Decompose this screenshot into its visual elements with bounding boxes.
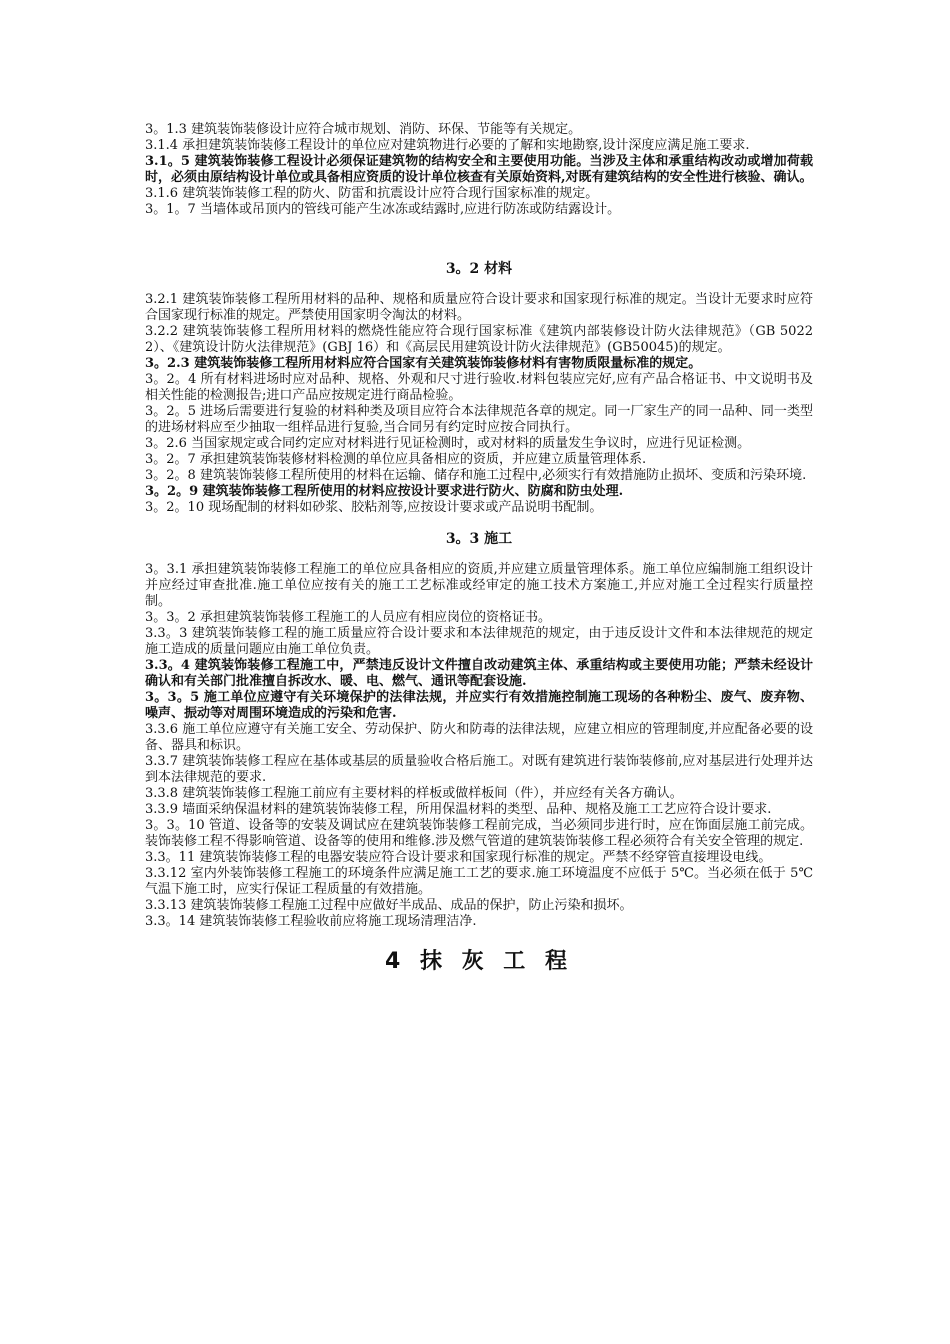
section-3-1-clauses <box>145 122 813 218</box>
clause-paragraph: 3.3。4 建筑装饰装修工程施工中，严禁违反设计文件擅自改动建筑主体、承重结构或主要使用功能；严禁未经设计确认和有关部门批准擅自拆改水、暖、电、燃气、通讯等配套设施. <box>145 658 813 689</box>
clause-paragraph: 3。1。7 当墙体或吊顶内的管线可能产生冰冻或结露时,应进行防冻或防结露设计。 <box>145 202 621 217</box>
clause-paragraph: 3.3.7 建筑装饰装修工程应在基体或基层的质量验收合格后施工。对既有建筑进行装饰装修前,应对基层进行处理并达到本法律规范的要求. <box>145 754 813 785</box>
clause-paragraph: 3.3。11 建筑装饰装修工程的电器安装应符合设计要求和国家现行标准的规定。严禁不经穿管直接埋设电线。 <box>145 850 772 865</box>
clause-paragraph: 3.3.8 建筑装饰装修工程施工前应有主要材料的样板或做样板间（件），并应经有关各方确认。 <box>145 786 683 801</box>
clause-paragraph: 3。2。4 所有材料进场时应对品种、规格、外观和尺寸进行验收.材料包装应完好,应有产品合格证书、中文说明书及相关性能的检测报告;进口产品应按规定进行商品检验。 <box>145 372 813 403</box>
clause-paragraph: 3。2。5 进场后需要进行复验的材料种类及项目应符合本法律规范各章的规定。同一厂家生产的同一品种、同一类型的进场材料应至少抽取一组样品进行复验,当合同另有约定时应按合同执行。 <box>145 404 813 435</box>
clause-paragraph: 3.3。14 建筑装饰装修工程验收前应将施工现场清理洁净. <box>145 914 477 929</box>
clause-paragraph: 3。2。9 建筑装饰装修工程所使用的材料应按设计要求进行防火、防腐和防虫处理. <box>145 484 624 499</box>
clause-paragraph: 3。2.3 建筑装饰装修工程所用材料应符合国家有关建筑装饰装修材料有害物质限量标准的规定。 <box>145 356 702 371</box>
document-page <box>145 122 813 976</box>
chapter-4-title: 4 抹 灰 工 程 <box>385 949 573 974</box>
clause-paragraph: 3.2.1 建筑装饰装修工程所用材料的品种、规格和质量应符合设计要求和国家现行标准的规定。当设计无要求时应符合国家现行标准的规定。严禁使用国家明令淘汰的材料。 <box>145 292 813 323</box>
section-3-3-title: 3。3 施工 <box>445 531 513 547</box>
section-3-2-clauses <box>145 292 813 516</box>
clause-paragraph: 3。2。10 现场配制的材料如砂浆、胶粘剂等,应按设计要求或产品说明书配制。 <box>145 500 603 515</box>
clause-paragraph: 3.3.6 施工单位应遵守有关施工安全、劳动保护、防火和防毒的法律法规，应建立相应的管理制度,并应配备必要的设备、器具和标识。 <box>145 722 813 753</box>
clause-paragraph: 3.2.2 建筑装饰装修工程所用材料的燃烧性能应符合现行国家标准《建筑内部装修设计防火法律规范》（GB 50222）、《建筑设计防火法律规范》(GBJ 16）和《高层民用建筑设计防火法律规范》(GB50045)的规定。 <box>145 324 813 355</box>
section-3-2-title: 3。2 材料 <box>445 261 513 277</box>
clause-paragraph: 3.1.6 建筑装饰装修工程的防火、防雷和抗震设计应符合现行国家标准的规定。 <box>145 186 599 201</box>
section-3-3-clauses <box>145 562 813 930</box>
clause-paragraph: 3.3。3 建筑装饰装修工程的施工质量应符合设计要求和本法律规范的规定，由于违反设计文件和本法律规范的规定施工造成的质量问题应由施工单位负责。 <box>145 626 813 657</box>
clause-paragraph: 3.3.13 建筑装饰装修工程施工过程中应做好半成品、成品的保护，防止污染和损坏。 <box>145 898 633 913</box>
clause-paragraph: 3。2。7 承担建筑装饰装修材料检测的单位应具备相应的资质，并应建立质量管理体系. <box>145 452 647 467</box>
clause-paragraph: 3。3。10 管道、设备等的安装及调试应在建筑装饰装修工程前完成，当必须同步进行时，应在饰面层施工前完成。装饰装修工程不得影响管道、设备等的使用和维修.涉及燃气管道的建筑装饰装修工程必须符合有关安全管理的规定. <box>145 818 813 849</box>
clause-paragraph: 3。2.6 当国家规定或合同约定应对材料进行见证检测时，或对材料的质量发生争议时，应进行见证检测。 <box>145 436 751 451</box>
clause-paragraph: 3.1.4 承担建筑装饰装修工程设计的单位应对建筑物进行必要的了解和实地勘察,设计深度应满足施工要求. <box>145 138 750 153</box>
clause-paragraph: 3.1。5 建筑装饰装修工程设计必须保证建筑物的结构安全和主要使用功能。当涉及主体和承重结构改动或增加荷载时，必须由原结构设计单位或具备相应资质的设计单位核查有关原始资料,对既有建筑结构的安全性进行核验、确认。 <box>145 154 813 185</box>
clause-paragraph: 3。2。8 建筑装饰装修工程所使用的材料在运输、储存和施工过程中,必须实行有效措施防止损坏、变质和污染环境. <box>145 468 807 483</box>
clause-paragraph: 3。1.3 建筑装饰装修设计应符合城市规划、消防、环保、节能等有关规定。 <box>145 122 582 137</box>
clause-paragraph: 3.3.12 室内外装饰装修工程施工的环境条件应满足施工工艺的要求.施工环境温度不应低于 5℃。当必须在低于 5℃气温下施工时，应实行保证工程质量的有效措施。 <box>145 866 813 897</box>
clause-paragraph: 3。3.1 承担建筑装饰装修工程施工的单位应具备相应的资质,并应建立质量管理体系。施工单位应编制施工组织设计并应经过审查批准.施工单位应按有关的施工工艺标准或经审定的施工技术方案施工,并应对施工全过程实行质量控制。 <box>145 562 813 609</box>
clause-paragraph: 3。3。2 承担建筑装饰装修工程施工的人员应有相应岗位的资格证书。 <box>145 610 551 625</box>
clause-paragraph: 3.3.9 墙面采纳保温材料的建筑装饰装修工程，所用保温材料的类型、品种、规格及施工工艺应符合设计要求. <box>145 802 772 817</box>
clause-paragraph: 3。3。5 施工单位应遵守有关环境保护的法律法规，并应实行有效措施控制施工现场的各种粉尘、废气、废弃物、噪声、振动等对周围环境造成的污染和危害. <box>145 690 813 721</box>
